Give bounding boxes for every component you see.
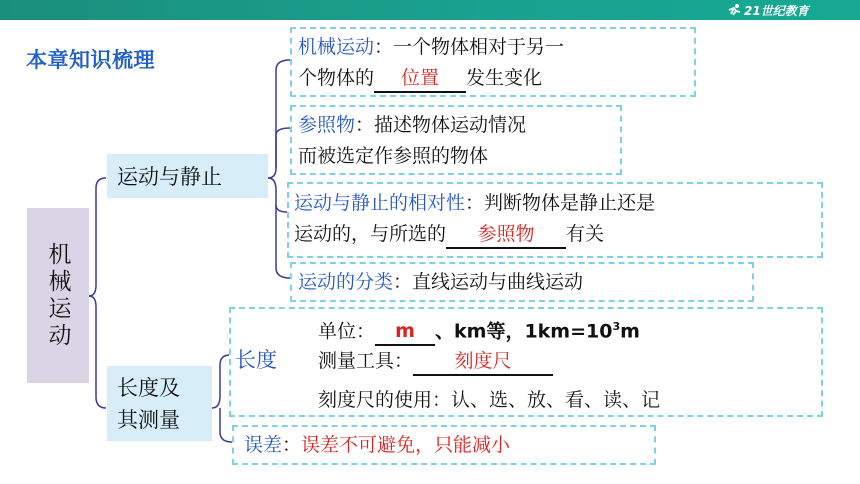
tool-prefix: 测量工具： (318, 350, 414, 372)
reference-box (290, 105, 622, 175)
page-title: 本章知识梳理 (26, 48, 155, 72)
unit-suffix: 、km等，1km=10 (435, 320, 613, 343)
mech-motion-box (290, 27, 696, 97)
branch-motion-label: 运动与静止 (117, 165, 222, 189)
error-colon: ： (282, 434, 302, 456)
unit-sup: 3 (612, 320, 621, 333)
branch-length (107, 366, 212, 441)
unit-answer: m (375, 318, 435, 346)
relativity-box (287, 182, 823, 258)
relativity-text2a: 运动的，与所选的 (294, 223, 447, 245)
mech-motion-text2a: 个物体的 (298, 67, 375, 89)
reference-label: 参照物 (298, 114, 356, 136)
relativity-text2b: 有关 (566, 223, 605, 245)
tool-answer: 刻度尺 (413, 348, 553, 376)
branch-length-line1: 长度及 (117, 375, 180, 400)
unit-end: m (620, 320, 640, 343)
relativity-text1: ：判断物体是静止还是 (465, 192, 656, 214)
brand-text: 21世纪教育 (744, 3, 809, 18)
length-label: 长度 (235, 348, 277, 372)
length-use-row: 刻度尺的使用：认、选、放、看、读、记 (318, 389, 661, 411)
relativity-answer: 参照物 (446, 221, 566, 249)
mech-motion-text2b: 发生变化 (466, 67, 543, 89)
unit-prefix: 单位： (318, 320, 376, 343)
reference-text1: ：描述物体运动情况 (355, 114, 527, 136)
branch-motion (107, 154, 268, 198)
mech-motion-label: 机械运动 (298, 36, 375, 58)
mech-motion-answer: 位置 (374, 65, 466, 93)
error-box (232, 425, 656, 465)
relativity-label: 运动与静止的相对性 (294, 192, 466, 214)
root-node (27, 208, 89, 383)
mech-motion-text1: ：一个物体相对于另一 (374, 36, 565, 58)
classification-label: 运动的分类 (298, 271, 394, 293)
root-label: 机械运动 (44, 241, 71, 350)
error-label: 误差 (244, 434, 283, 456)
reference-text2: 而被选定作参照的物体 (298, 145, 489, 167)
classification-box (290, 262, 754, 302)
branch-length-line2: 其测量 (117, 407, 180, 432)
error-text: 误差不可避免，只能减小 (301, 434, 511, 456)
classification-text: ：直线运动与曲线运动 (393, 271, 584, 293)
length-unit-row (318, 310, 640, 348)
length-tool-row (318, 345, 553, 378)
